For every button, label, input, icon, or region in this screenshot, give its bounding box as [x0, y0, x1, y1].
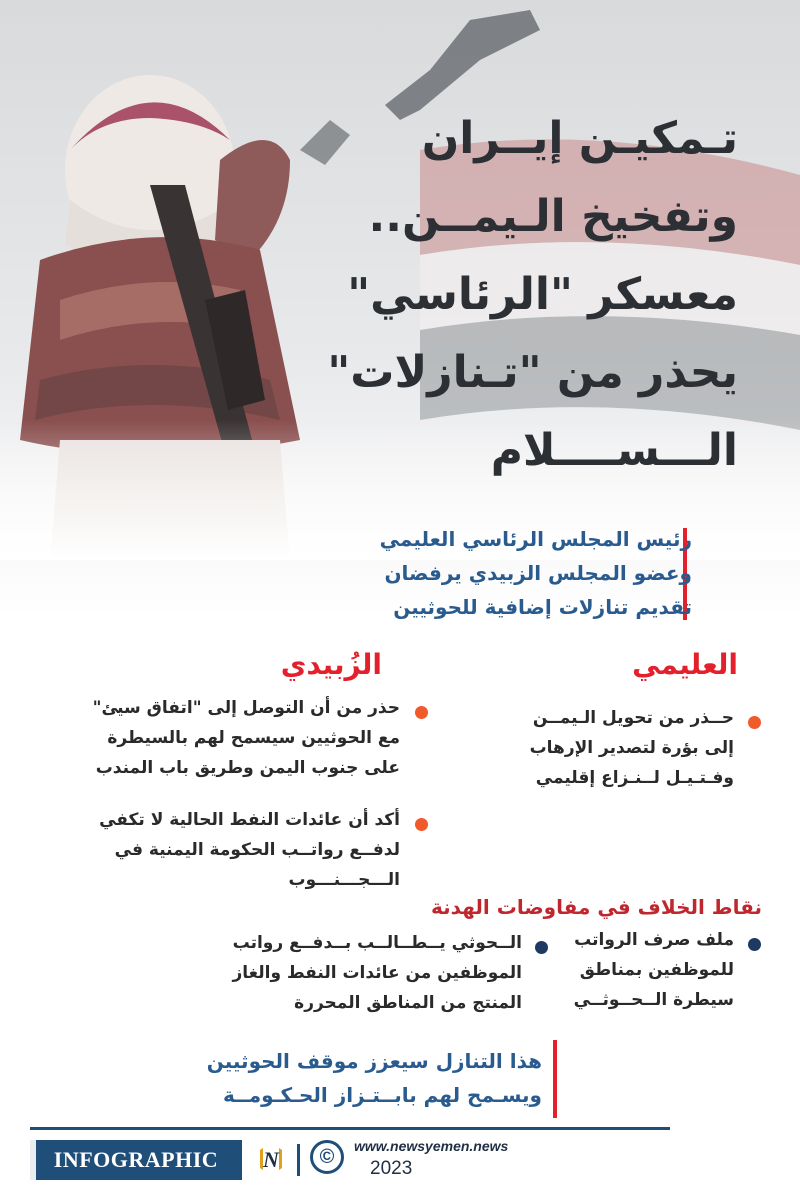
subheadline-line: وعضو المجلس الزبيدي يرفضان — [384, 561, 692, 585]
disputes-left-point — [233, 928, 523, 1018]
subheadline-line: رئيس المجلس الرئاسي العليمي — [379, 527, 692, 551]
disputes-left-line: الــحوثي يــطــالــب بــدفــع رواتب — [232, 933, 522, 953]
year-label: 2023 — [370, 1158, 413, 1179]
bullet-icon — [748, 716, 761, 729]
headline-line: يحذر من "تـنازلات" — [327, 347, 738, 398]
logo-letter: N — [263, 1147, 279, 1172]
disputes-left-line: الموظفين من عائدات النفط والغاز — [232, 963, 522, 983]
alimi-heading: العليمي — [632, 648, 738, 681]
disputes-right-line: ملف صرف الرواتب — [574, 930, 734, 950]
footer-separator — [297, 1144, 300, 1176]
conclusion-accent-bar — [553, 1040, 557, 1118]
headline — [318, 100, 738, 490]
zubaidi-point-line: أكد أن عائدات النفط الحالية لا تكفي — [99, 810, 400, 830]
bullet-icon — [415, 818, 428, 831]
disputes-right-line: سيطرة الــحــوثــي — [573, 990, 734, 1010]
infographic-label-text: INFOGRAPHIC — [53, 1147, 219, 1172]
copyright-icon: © — [310, 1140, 344, 1174]
disputes-right-point — [574, 925, 734, 1015]
subheadline-line: تقديم تنازلات إضافية للحوثيين — [393, 595, 692, 619]
infographic-label — [30, 1140, 242, 1180]
alimi-point — [530, 703, 734, 793]
zubaidi-point-line: الـــجـــنـــوب — [288, 870, 400, 890]
headline-line: وتفخيخ الـيمــن.. — [368, 191, 738, 242]
bullet-icon — [415, 706, 428, 719]
zubaidi-point — [99, 805, 400, 895]
zubaidi-point-line: لدفــع رواتــب الحكومة اليمنية في — [114, 840, 400, 860]
headline-line: تـمكيـن إيــران — [421, 113, 738, 164]
alimi-point-line: وفـتـيـل لــنـزاع إقليمي — [535, 768, 734, 788]
headline-line: معسكر "الرئاسي" — [347, 269, 738, 320]
zubaidi-point — [93, 693, 400, 783]
bullet-icon — [748, 938, 761, 951]
conclusion-line: ويسـمح لهم بابــتـزاز الحـكـومــة — [222, 1083, 542, 1107]
label-edge — [30, 1140, 36, 1180]
subheadline — [380, 522, 692, 624]
disputes-title: نقاط الخلاف في مفاوضات الهدنة — [431, 895, 762, 919]
footer-divider — [30, 1127, 670, 1130]
disputes-left-line: المنتج من المناطق المحررة — [294, 993, 522, 1013]
disputes-right-line: للموظفين بمناطق — [579, 960, 734, 980]
zubaidi-point-line: مع الحوثيين سيسمح لهم بالسيطرة — [107, 728, 400, 748]
headline-line: الـــســــلام — [490, 425, 738, 476]
bullet-icon — [535, 941, 548, 954]
conclusion — [207, 1044, 542, 1112]
alimi-point-line: حــذر من تحويل الـيمــن — [532, 708, 734, 728]
zubaidi-point-line: على جنوب اليمن وطريق باب المندب — [95, 758, 400, 778]
website-url: www.newsyemen.news — [354, 1138, 509, 1154]
zubaidi-point-line: حذر من أن التوصل إلى "اتفاق سيئ" — [92, 698, 400, 718]
newsyemen-logo-icon — [254, 1142, 288, 1176]
alimi-point-line: إلى بؤرة لتصدير الإرهاب — [529, 738, 734, 758]
zubaidi-heading: الزُبيدي — [280, 648, 382, 681]
conclusion-line: هذا التنازل سيعزز موقف الحوثيين — [206, 1049, 542, 1073]
